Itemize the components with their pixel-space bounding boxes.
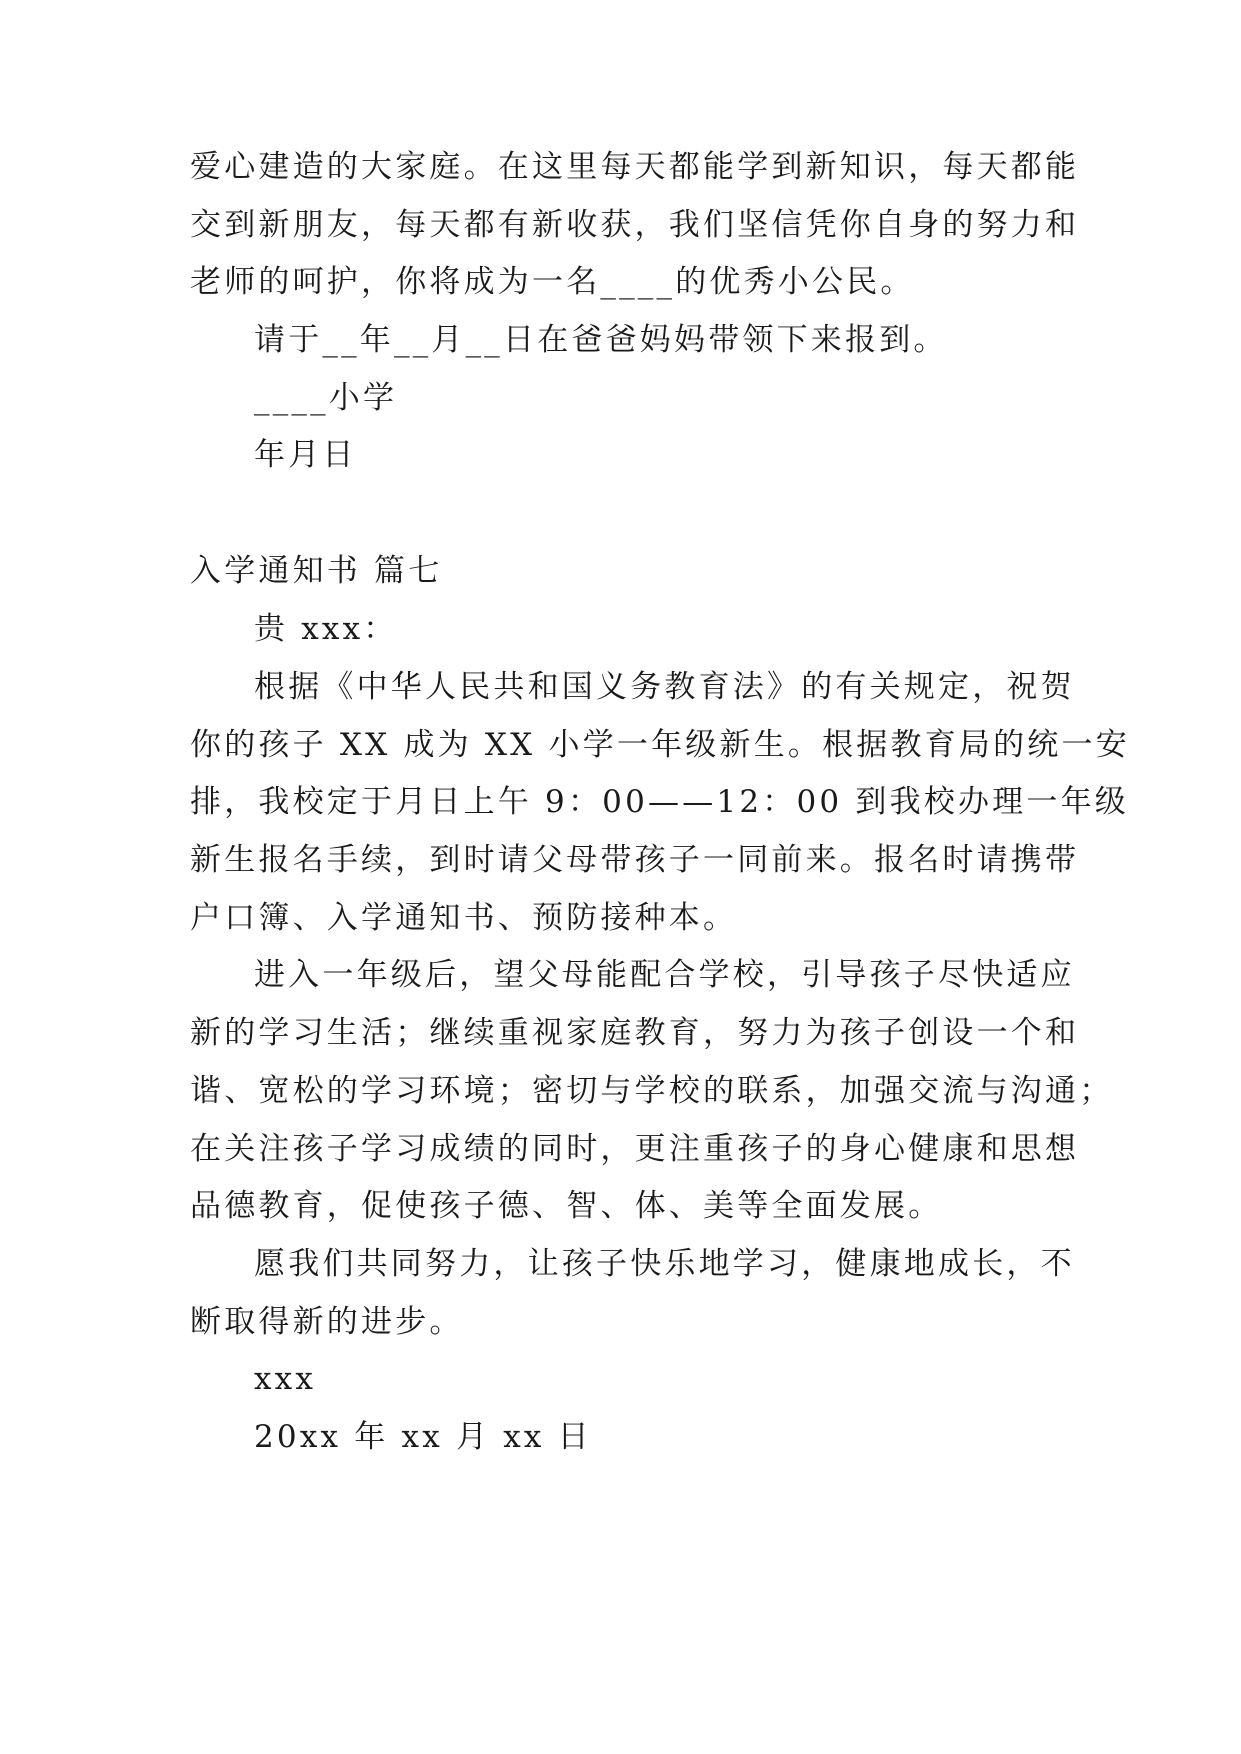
paragraph-line: 根据《中华人民共和国义务教育法》的有关规定，祝贺: [254, 669, 1075, 705]
paragraph-line: 排，我校定于月日上午 9：00——12：00 到我校办理一年级: [190, 784, 1129, 820]
paragraph-line: 愿我们共同努力，让孩子快乐地学习，健康地成长，不: [254, 1246, 1075, 1282]
report-instruction: 请于__年__月__日在爸爸妈妈带领下来报到。: [254, 322, 948, 358]
paragraph-line: 在关注孩子学习成绩的同时，更注重孩子的身心健康和思想: [190, 1131, 1080, 1167]
section-heading: 入学通知书 篇七: [190, 553, 443, 589]
signature-date: 20xx 年 xx 月 xx 日: [254, 1419, 592, 1455]
paragraph-line: 新的学习生活；继续重视家庭教育，努力为孩子创设一个和: [190, 1015, 1080, 1051]
salutation: 贵 xxx：: [254, 611, 398, 647]
paragraph-line: 你的孩子 XX 成为 XX 小学一年级新生。根据教育局的统一安: [190, 727, 1130, 763]
body-text-line: 老师的呵护，你将成为一名____的优秀小公民。: [190, 264, 915, 300]
school-name-line: ____小学: [254, 380, 398, 416]
paragraph-line: 户口簿、入学通知书、预防接种本。: [190, 900, 738, 936]
paragraph-line: 品德教育，促使孩子德、智、体、美等全面发展。: [190, 1188, 943, 1224]
paragraph-line: 新生报名手续，到时请父母带孩子一同前来。报名时请携带: [190, 842, 1080, 878]
body-text-line: 交到新朋友，每天都有新收获，我们坚信凭你自身的努力和: [190, 207, 1080, 243]
signature: xxx: [254, 1361, 317, 1397]
date-line: 年月日: [254, 437, 357, 473]
paragraph-line: 断取得新的进步。: [190, 1304, 464, 1340]
body-text-line: 爱心建造的大家庭。在这里每天都能学到新知识，每天都能: [190, 149, 1080, 185]
paragraph-line: 谐、宽松的学习环境；密切与学校的联系，加强交流与沟通；: [190, 1073, 1114, 1109]
paragraph-line: 进入一年级后，望父母能配合学校，引导孩子尽快适应: [254, 957, 1075, 993]
